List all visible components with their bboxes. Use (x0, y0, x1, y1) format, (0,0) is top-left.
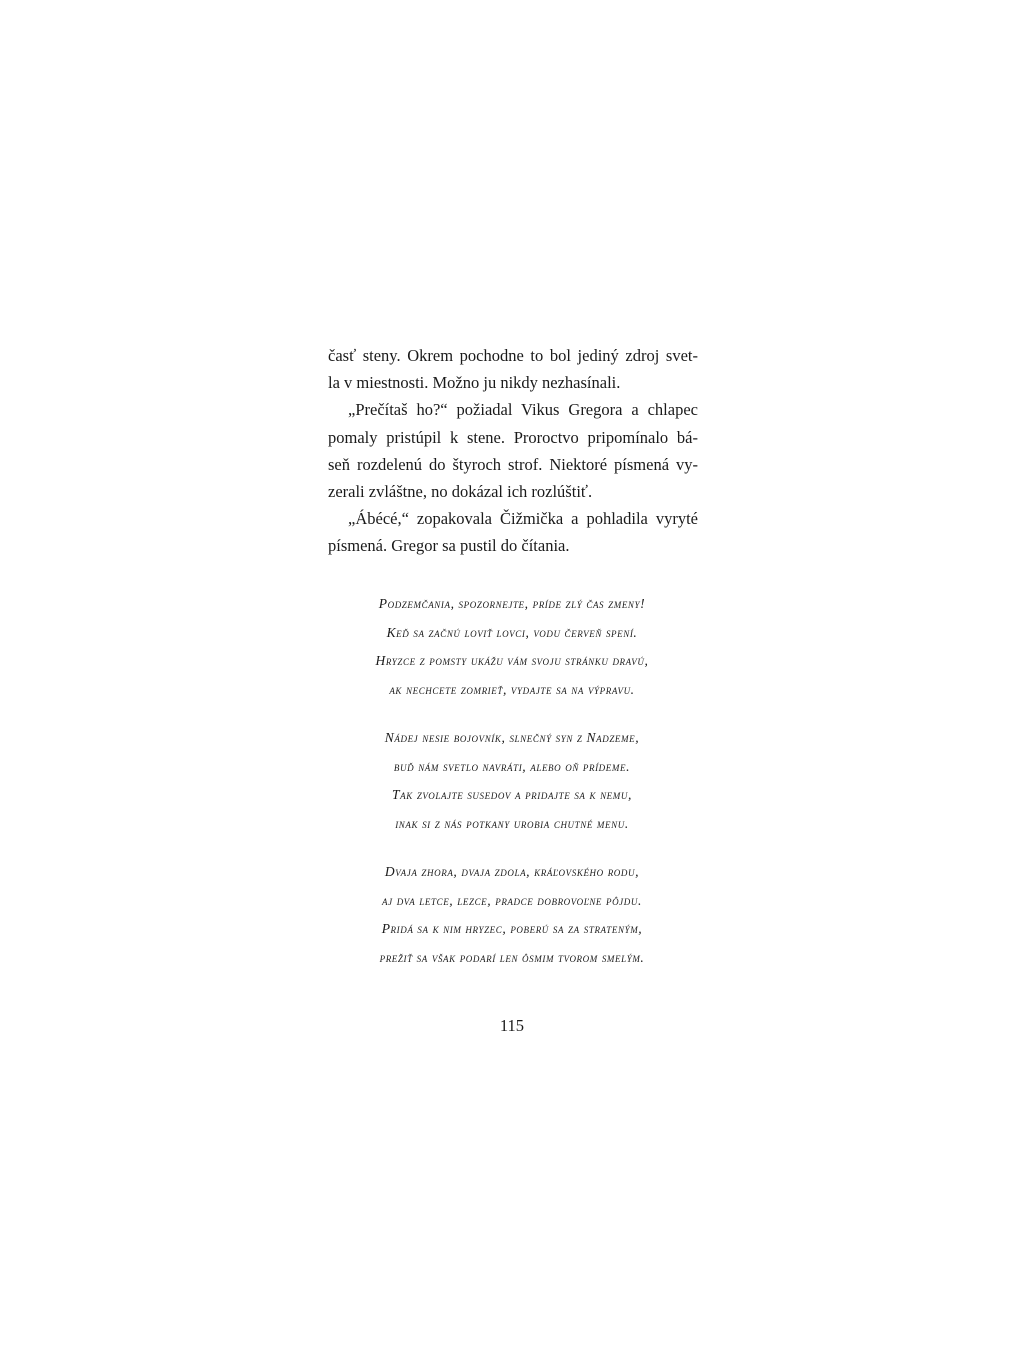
verse-line: aj dva letce, lezce, pradce dobrovoľne pôjdu. (382, 892, 642, 908)
verse-line: Podzemčania, spozornejte, príde zlý čas zmeny! (378, 596, 646, 611)
text-line: časť steny. Okrem pochodne to bol jediný zdroj svet- (328, 346, 698, 365)
poem-stanza-2 (300, 724, 724, 838)
verse-line: Pridá sa k nim hryzec, poberú sa za strateným, (381, 921, 643, 936)
verse-line: Nádej nesie bojovník, slnečný syn z Nadzeme, (384, 730, 640, 745)
text-line: pomaly pristúpil k stene. Proroctvo pripomínalo bá- (328, 427, 698, 447)
body-text (328, 342, 698, 560)
text-line: la v miestnosti. Možno ju nikdy nezhasínali. (328, 373, 621, 393)
text-line: seň rozdelenú do štyroch strof. Niektoré písmená vy- (328, 454, 698, 474)
text-line: zerali zvláštne, no dokázal ich rozlúštiť. (328, 481, 593, 501)
poem-stanza-3 (300, 858, 724, 972)
verse-line: ak nechcete zomrieť, vydajte sa na výpravu. (389, 681, 635, 697)
verse-line: inak si z nás potkany urobia chutné menu. (395, 815, 629, 831)
verse-line: Dvaja zhora, dvaja zdola, kráľovského rodu, (384, 864, 640, 879)
verse-line: Hryzce z pomsty ukážu vám svoju stránku dravú, (375, 653, 649, 668)
verse-line: prežiť sa však podarí len ôsmim tvorom smelým. (379, 949, 645, 965)
text-line: „Ábécé,“ zopakovala Čižmička a pohladila vyryté (348, 509, 698, 529)
poem-stanza-1 (300, 590, 724, 704)
verse-line: Keď sa začnú loviť lovci, vodu červeň spení. (386, 624, 638, 640)
verse-line: Tak zvolajte susedov a pridajte sa k nemu, (392, 787, 632, 802)
text-line: písmená. Gregor sa pustil do čítania. (328, 536, 570, 556)
page-number: 115 (499, 1016, 525, 1035)
verse-line: buď nám svetlo navráti, alebo oň prídeme. (393, 758, 631, 774)
text-line: „Prečítaš ho?“ požiadal Vikus Gregora a chlapec (348, 400, 698, 420)
